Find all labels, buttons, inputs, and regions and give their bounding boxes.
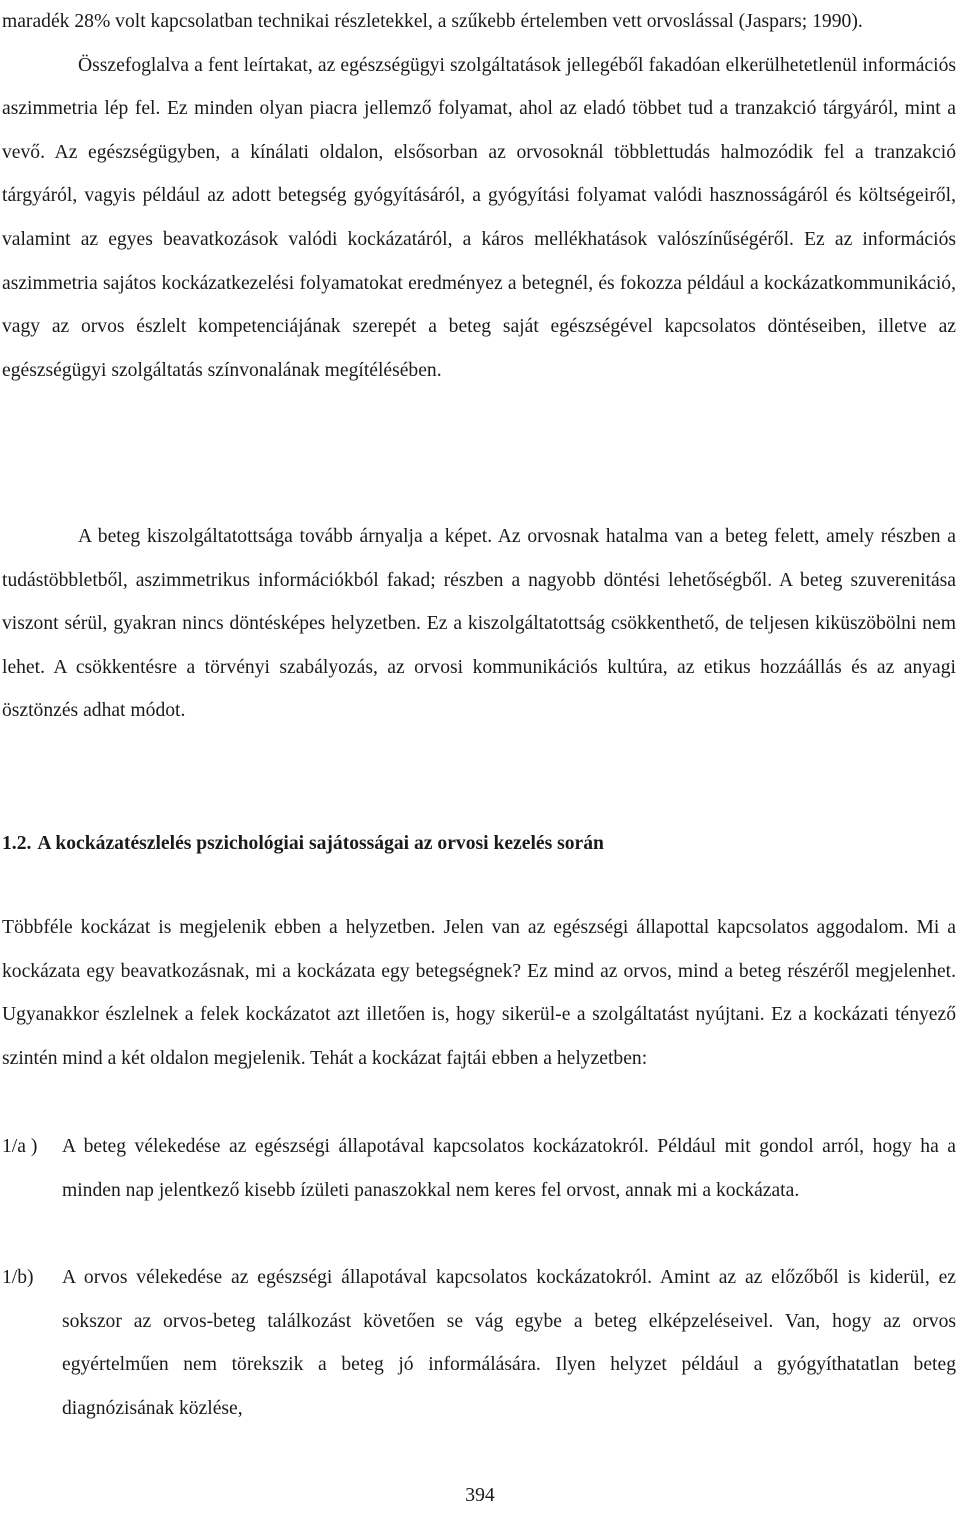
list-item xyxy=(2,1256,956,1430)
list-item xyxy=(2,1125,956,1212)
list-item-text: A orvos vélekedése az egészségi állapotával kapcsolatos kockázatokról. Amint az az előzőből is kiderül, ez sokszor az orvos-beteg találkozást követően se vág egybe a beteg elképzeléseivel. Van, hogy az orvos egyértelműen nem törekszik a beteg jó informálására. Ilyen helyzet például a gyógyíthatatlan beteg diagnózisának közlése, xyxy=(62,1267,956,1419)
page-number: 394 xyxy=(465,1485,495,1506)
intro-paragraph: Többféle kockázat is megjelenik ebben a helyzetben. Jelen van az egészségi állapottal kapcsolatos aggodalom. Mi a kockázata egy beavatkozásnak, mi a kockázata egy betegségnek? Ez mind az orvos, mind a beteg részéről megjelenhet. Ugyanakkor észlelnek a felek kockázatot azt illetően is, hogy sikerül-e a szolgáltatást nyújtani. Ez a kockázati tényező szintén mind a két oldalon megjelenik. Tehát a kockázat fajtái ebben a helyzetben: xyxy=(2,917,956,1069)
list-item-label: 1/b) xyxy=(2,1267,34,1288)
list-item-label: 1/a ) xyxy=(2,1136,38,1157)
section-number: 1.2. xyxy=(2,833,32,854)
paragraph-1-continuation: maradék 28% volt kapcsolatban technikai részletekkel, a szűkebb értelemben vett orvoslással (Jaspars; 1990). xyxy=(2,11,863,32)
paragraph-1-body: Összefoglalva a fent leírtakat, az egészségügyi szolgáltatások jellegéből fakadóan elkerülhetetlenül információs aszimmetria lép fel. Ez minden olyan piacra jellemző folyamat, ahol az eladó többet tud a tranzakció tárgyáról, mint a vevő. Az egészségügyben, a kínálati oldalon, elsősorban az orvosoknál többlettudás halmozódik fel a tranzakció tárgyáról, vagyis például az adott betegség gyógyításáról, a gyógyítási folyamat valódi hasznosságáról és költségeiről, valamint az egyes beavatkozások valódi kockázatáról, a káros mellékhatások valószínűségéről. Ez az információs aszimmetria sajátos kockázatkezelési folyamatokat eredményez a betegnél, és fokozza például a kockázatkommunikáció, vagy az orvos észlelt kompetenciájának szerepét a beteg saját egészségével kapcsolatos döntéseiben, illetve az egészségügyi szolgáltatás színvonalának megítélésében. xyxy=(2,54,956,381)
list-item-text: A beteg vélekedése az egészségi állapotával kapcsolatos kockázatokról. Például mit gondol arról, hogy ha a minden nap jelentkező kisebb ízületi panaszokkal nem keres fel orvost, annak mi a kockázata. xyxy=(62,1136,956,1201)
paragraph-2: A beteg kiszolgáltatottsága tovább árnyalja a képet. Az orvosnak hatalma van a beteg felett, amely részben a tudástöbbletből, aszimmetrikus információkból fakad; részben a nagyobb döntési lehetőségből. A beteg szuverenitása viszont sérül, gyakran nincs döntésképes helyzetben. Ez a kiszolgáltatottság csökkenthető, de teljesen kiküszöbölni nem lehet. A csökkentésre a törvényi szabályozás, az orvosi kommunikációs kultúra, az etikus hozzáállás és az anyagi ösztönzés adhat módot. xyxy=(2,526,956,722)
section-title: A kockázatészlelés pszichológiai sajátosságai az orvosi kezelés során xyxy=(37,833,604,854)
section-heading xyxy=(2,822,604,866)
paragraph-1 xyxy=(2,0,956,392)
